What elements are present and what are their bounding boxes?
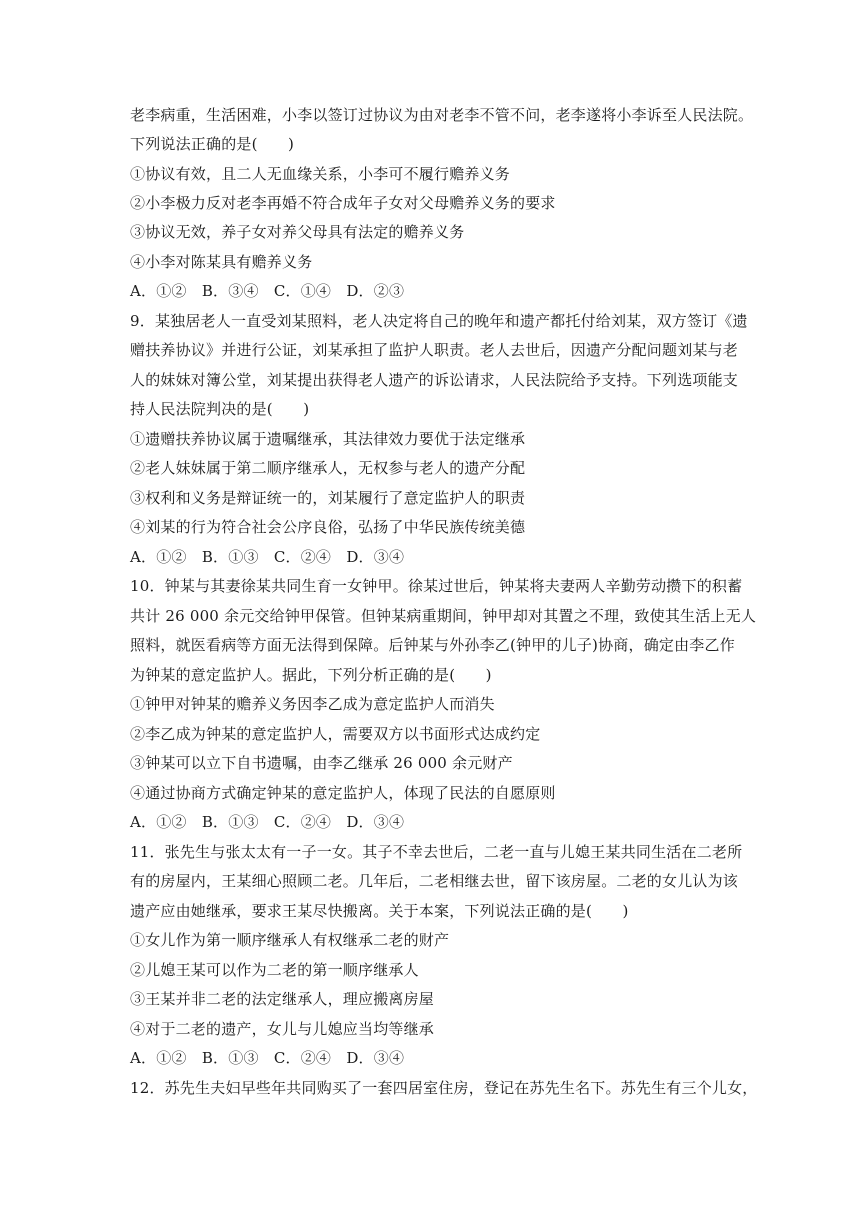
statement-3: ③权利和义务是辩证统一的，刘某履行了意定监护人的职责 xyxy=(130,489,526,507)
statement-2: ②儿媳王某可以作为二老的第一顺序继承人 xyxy=(130,961,419,979)
question-10: 10．钟某与其妻徐某共同生育一女钟甲。徐某过世后，钟某将夫妻两人辛勤劳动攒下的积蓄 xyxy=(130,577,743,595)
question-11: 11．张先生与张太太有一子一女。其子不幸去世后，二老一直与儿媳王某共同生活在二老所 xyxy=(130,843,743,861)
text-line: 照料，就医看病等方面无法得到保障。后钟某与外孙李乙(钟甲的儿子)协商，确定由李乙作 xyxy=(130,636,735,654)
text-line: 人的妹妹对簿公堂，刘某提出获得老人遗产的诉讼请求，人民法院给予支持。下列选项能支 xyxy=(130,371,739,389)
text-line: 赠扶养协议》并进行公证，刘某承担了监护人职责。老人去世后，因遗产分配问题刘某与老 xyxy=(130,341,739,359)
answer-options: A．①② B．③④ C．①④ D．②③ xyxy=(130,282,405,300)
statement-2: ②李乙成为钟某的意定监护人，需要双方以书面形式达成约定 xyxy=(130,725,541,743)
statement-4: ④通过协商方式确定钟某的意定监护人，体现了民法的自愿原则 xyxy=(130,784,556,802)
statement-4: ④小李对陈某具有赡养义务 xyxy=(130,253,313,271)
statement-4: ④对于二老的遗产，女儿与儿媳应当均等继承 xyxy=(130,1020,435,1038)
question-stem: 持人民法院判决的是( ) xyxy=(130,400,310,418)
statement-1: ①协议有效，且二人无血缘关系，小李可不履行赡养义务 xyxy=(130,165,511,183)
statement-4: ④刘某的行为符合社会公序良俗，弘扬了中华民族传统美德 xyxy=(130,518,526,536)
statement-2: ②小李极力反对老李再婚不符合成年子女对父母赡养义务的要求 xyxy=(130,194,556,212)
statement-3: ③王某并非二老的法定继承人，理应搬离房屋 xyxy=(130,990,435,1008)
question-12: 12．苏先生夫妇早些年共同购买了一套四居室住房，登记在苏先生名下。苏先生有三个儿女， xyxy=(130,1079,758,1097)
statement-3: ③钟某可以立下自书遗嘱，由李乙继承 26 000 余元财产 xyxy=(130,754,513,772)
answer-options: A．①② B．①③ C．②④ D．③④ xyxy=(130,548,405,566)
statement-3: ③协议无效，养子女对养父母具有法定的赡养义务 xyxy=(130,223,465,241)
text-line: 老李病重，生活困难，小李以签订过协议为由对老李不管不问，老李遂将小李诉至人民法院。 xyxy=(130,106,754,124)
statement-1: ①遗赠扶养协议属于遗嘱继承，其法律效力要优于法定继承 xyxy=(130,430,526,448)
question-stem: 为钟某的意定监护人。据此，下列分析正确的是( ) xyxy=(130,666,492,684)
answer-options: A．①② B．①③ C．②④ D．③④ xyxy=(130,813,405,831)
question-stem: 下列说法正确的是( ) xyxy=(130,135,295,153)
text-line: 共计 26 000 余元交给钟甲保管。但钟某病重期间，钟甲却对其置之不理，致使其生活上无人 xyxy=(130,607,757,625)
question-stem: 遗产应由她继承，要求王某尽快搬离。关于本案，下列说法正确的是( ) xyxy=(130,902,629,920)
statement-2: ②老人妹妹属于第二顺序继承人，无权参与老人的遗产分配 xyxy=(130,459,526,477)
text-line: 有的房屋内，王某细心照顾二老。几年后，二老相继去世，留下该房屋。二老的女儿认为该 xyxy=(130,872,739,890)
statement-1: ①钟甲对钟某的赡养义务因李乙成为意定监护人而消失 xyxy=(130,695,495,713)
answer-options: A．①② B．①③ C．②④ D．③④ xyxy=(130,1049,405,1067)
statement-1: ①女儿作为第一顺序继承人有权继承二老的财产 xyxy=(130,931,450,949)
question-9: 9．某独居老人一直受刘某照料，老人决定将自己的晚年和遗产都托付给刘某，双方签订《遗 xyxy=(130,312,748,330)
